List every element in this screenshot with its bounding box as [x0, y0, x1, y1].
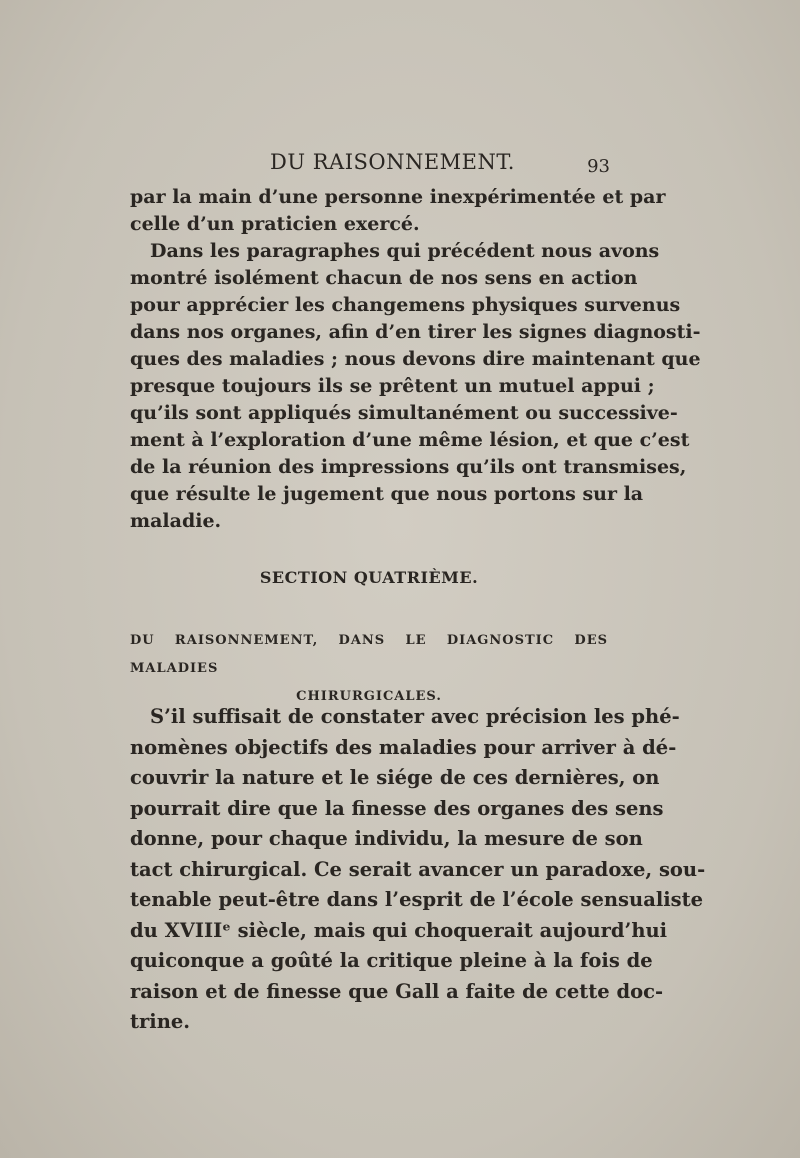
text-line: raison et de finesse que Gall a faite de cette doc-	[130, 979, 664, 1003]
text-line: tact chirurgical. Ce serait avancer un paradoxe, sou-	[130, 857, 706, 881]
text-line: pour apprécier les changemens physiques survenus	[130, 294, 681, 316]
chapter-title-line: DU RAISONNEMENT, DANS LE DIAGNOSTIC DES MALADIES	[130, 633, 608, 676]
text-line: dans nos organes, afin d’en tirer les signes diagnosti-	[130, 321, 701, 343]
text-line: celle d’un praticien exercé.	[130, 213, 420, 235]
body-text-bottom	[130, 702, 706, 1038]
body-text-top	[130, 184, 701, 535]
text-line: presque toujours ils se prêtent un mutuel appui ;	[130, 375, 655, 397]
text-line: quiconque a goûté la critique pleine à la fois de	[130, 949, 653, 972]
text-line: ment à l’exploration d’une même lésion, et que c’est	[130, 429, 690, 451]
chapter-title	[130, 627, 608, 711]
text-line: pourrait dire que la finesse des organes des sens	[130, 796, 664, 820]
text-line: couvrir la nature et le siége de ces dernières, on	[130, 766, 660, 789]
text-line: que résulte le jugement que nous portons sur la	[130, 483, 644, 505]
text-line: donne, pour chaque individu, la mesure de son	[130, 827, 643, 850]
text-line: tenable peut-être dans l’esprit de l’école sensualiste	[130, 888, 704, 911]
text-line: trine.	[130, 1010, 191, 1033]
text-line: du XVIIIᵉ siècle, mais qui choquerait aujourd’hui	[130, 918, 668, 942]
text-line: maladie.	[130, 510, 222, 532]
text-line: qu’ils sont appliqués simultanément ou successive-	[130, 402, 678, 424]
page-number: 93	[587, 156, 610, 177]
chapter-title-line: CHIRURGICALES.	[296, 689, 442, 704]
running-title: DU RAISONNEMENT.	[270, 150, 515, 174]
running-head	[130, 150, 610, 180]
text-line: nomènes objectifs des maladies pour arriver à dé-	[130, 735, 677, 759]
text-line: de la réunion des impressions qu’ils ont transmises,	[130, 456, 687, 478]
text-line: ques des maladies ; nous devons dire maintenant que	[130, 348, 701, 370]
text-line: S’il suffisait de constater avec précision les phé-	[150, 705, 680, 728]
text-line: par la main d’une personne inexpérimentée et par	[130, 186, 666, 208]
section-title: SECTION QUATRIÈME.	[259, 568, 479, 587]
text-line: montré isolément chacun de nos sens en action	[130, 267, 638, 289]
text-line: Dans les paragraphes qui précédent nous avons	[150, 240, 660, 262]
